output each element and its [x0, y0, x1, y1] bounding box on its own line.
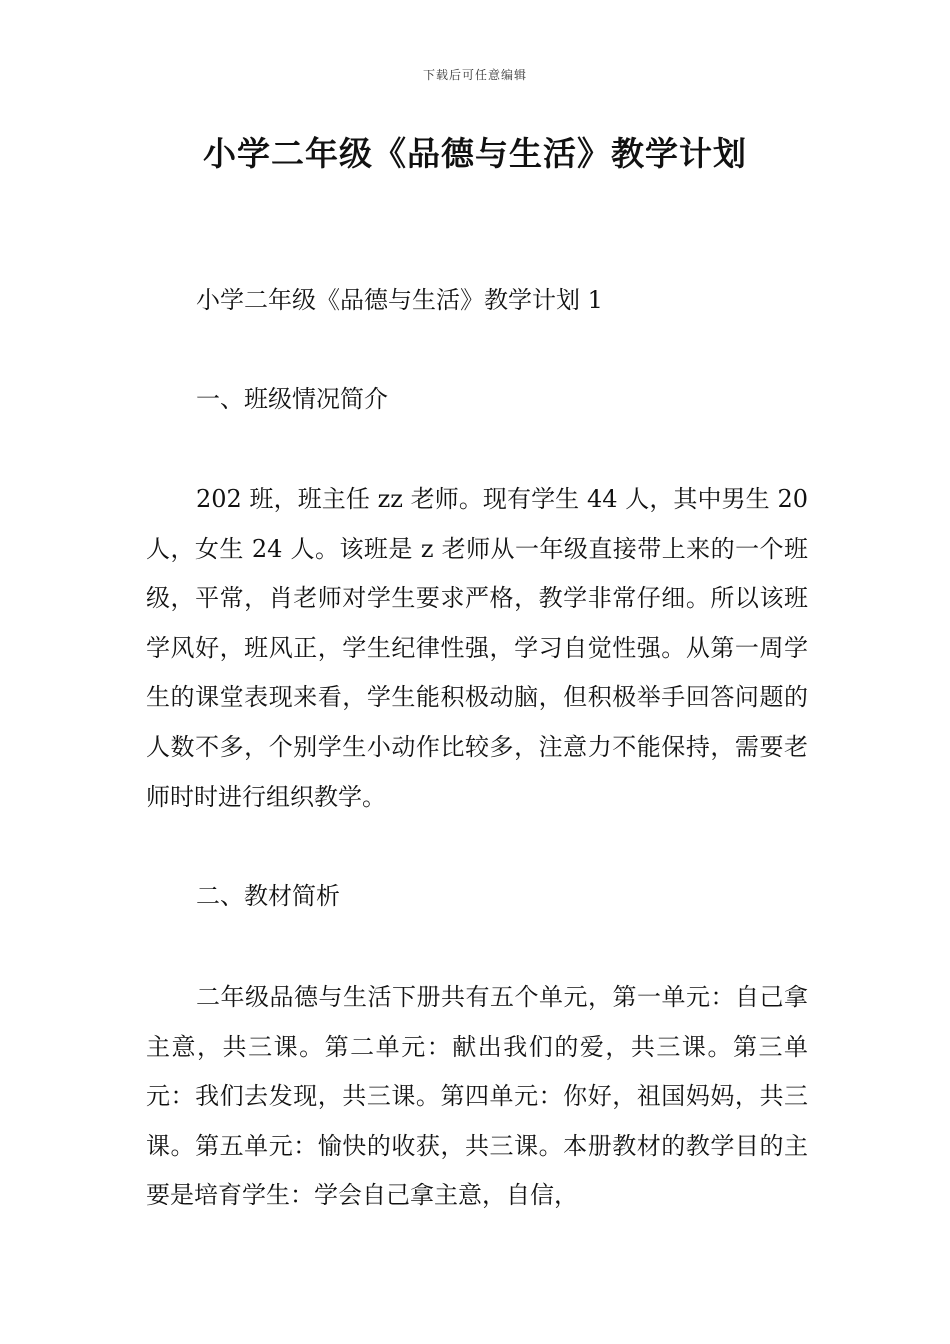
section-heading-textbook-analysis: 二、教材简析	[196, 882, 340, 910]
section-heading-class-overview: 一、班级情况简介	[196, 385, 388, 413]
paragraph-class-overview: 202 班，班主任 zz 老师。现有学生 44 人，其中男生 20 人，女生 24 人。该班是 z 老师从一年级直接带上来的一个班级，平常，肖老师对学生要求严格，教学非常仔细。所以该班学风好，班风正，学生纪律性强，学习自觉性强。从第一周学生的课堂表现来看，学生能积极动脑，但积极举手回答问题的人数不多，个别学生小动作比较多，注意力不能保持，需要老师时时进行组织教学。	[146, 485, 808, 811]
document-title: 小学二年级《品德与生活》教学计划	[203, 134, 747, 173]
paragraph-textbook-analysis: 二年级品德与生活下册共有五个单元，第一单元：自己拿主意，共三课。第二单元：献出我们的爱，共三课。第三单元：我们去发现，共三课。第四单元：你好，祖国妈妈，共三课。第五单元：愉快的收获，共三课。本册教材的教学目的主要是培育学生：学会自己拿主意，自信，	[146, 983, 808, 1210]
plan-subtitle: 小学二年级《品德与生活》教学计划 1	[196, 286, 603, 314]
header-note: 下载后可任意编辑	[422, 68, 527, 82]
